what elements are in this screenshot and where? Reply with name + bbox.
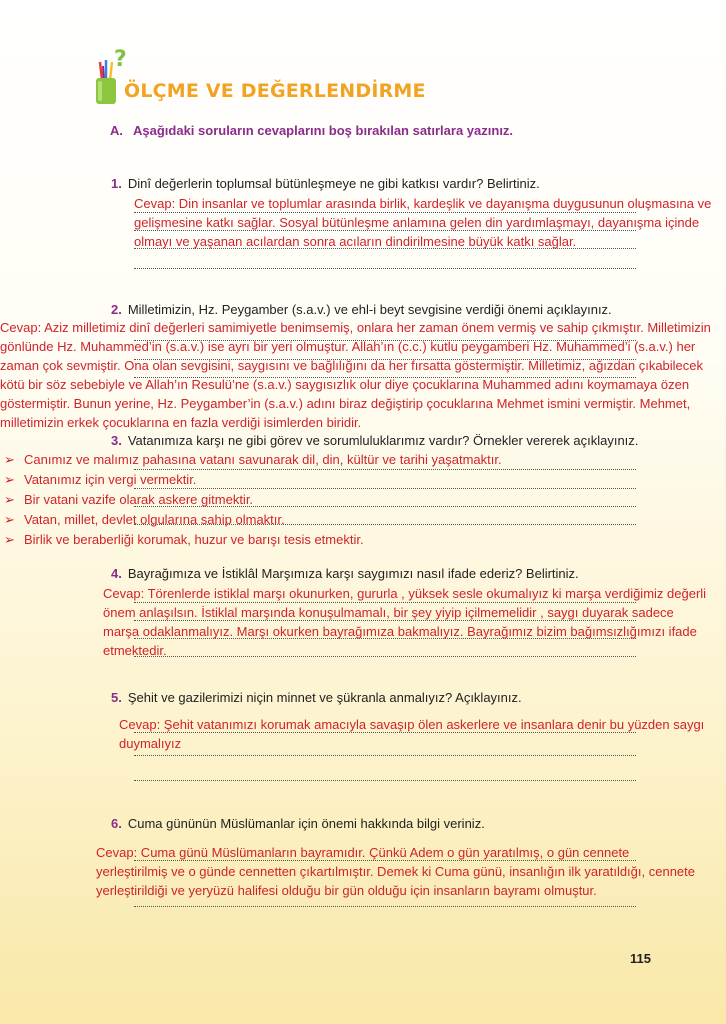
question-2 <box>111 302 612 317</box>
question-5 <box>111 690 522 705</box>
list-item-text: Vatan, millet, devlet olgularına sahip olmaktır. <box>24 512 285 527</box>
list-item <box>4 470 704 490</box>
question-number: 1. <box>111 176 122 191</box>
question-text: Bayrağımıza ve İstiklâl Marşımıza karşı saygımızı nasıl ifade ederiz? Belirtiniz. <box>127 566 579 581</box>
arrow-bullet-icon: ➢ <box>4 512 15 527</box>
question-number: 3. <box>111 433 122 448</box>
question-number: 6. <box>111 816 122 831</box>
answer-1: Cevap: Din insanlar ve toplumlar arasında birlik, kardeşlik ve dayanışma duygusunun oluşmasına ve gelişmesine katkı sağlar. Sosyal bütünleşme anlamına gelen din yardımlaşmayı, dayanışma içinde olmayı ve yaşanan acılardan sonra acıların dindirilmesine büyük katkı sağlar. <box>134 196 712 249</box>
question-4 <box>111 566 579 581</box>
page-number: 115 <box>630 951 651 966</box>
question-6 <box>111 816 485 831</box>
arrow-bullet-icon: ➢ <box>4 532 15 547</box>
list-item <box>4 510 704 530</box>
question-text: Şehit ve gazilerimizi niçin minnet ve şükranla anmalıyız? Açıklayınız. <box>127 690 522 705</box>
question-1 <box>111 176 540 191</box>
list-item <box>4 490 704 510</box>
question-text: Dinî değerlerin toplumsal bütünleşmeye ne gibi katkısı vardır? Belirtiniz. <box>127 176 540 191</box>
question-number: 5. <box>111 690 122 705</box>
arrow-bullet-icon: ➢ <box>4 452 15 467</box>
arrow-bullet-icon: ➢ <box>4 472 15 487</box>
answer-3-list <box>4 450 704 550</box>
question-text: Cuma gününün Müslümanlar için önemi hakkında bilgi veriniz. <box>127 816 485 831</box>
list-item-text: Birlik ve beraberliği korumak, huzur ve barışı tesis etmektir. <box>24 532 364 547</box>
list-item <box>4 530 704 550</box>
question-number: 4. <box>111 566 122 581</box>
instruction-letter: A. <box>110 123 123 138</box>
answer-2: Cevap: Aziz milletimiz dinî değerleri samimiyetle benimsemiş, onlara her zaman önem vermiş ve sahip çıkmıştır. Milletimizin gönlünde Hz. Muhammed’in (s.a.v.) ise ayrı bir yeri olmuştur. Allah’ın (c.c.) kutlu peygamberi Hz. Muhammed’i (s.a.v.) her zaman çok sevmiştir. Ona olan sevgisini, saygısını ve bağlılığını da her fırsatta göstermiştir. Milletimiz, ağızdan çıkabilecek kötü bir söz sebebiyle ve Allah’ın Resulü’ne (s.a.v.) saygısızlık olur diye çocuklarına Muhammed adını koymamaya özen göstermiştir. Bunun yerine, Hz. Peygamber’in (s.a.v.) adını biraz değiştirip çocuklarına Mehmet ismini vermiştir. Mehmet, milletimizin erkek çocuklarına en fazla verdiği isimlerden biridir. <box>0 320 711 430</box>
list-item-text: Canımız ve malımız pahasına vatanı savunarak dil, din, kültür ve tarihi yaşatmaktır. <box>24 452 502 467</box>
pencil-cup-logo-icon <box>94 47 127 106</box>
list-item <box>4 450 704 470</box>
list-item-text: Vatanımız için vergi vermektir. <box>24 472 197 487</box>
list-item-text: Bir vatani vazife olarak askere gitmektir. <box>24 492 254 507</box>
page-title: ÖLÇME VE DEĞERLENDİRME <box>124 80 426 102</box>
answer-5: Cevap: Şehit vatanımızı korumak amacıyla savaşıp ölen askerlere ve insanlara denir bu yüzden saygı duymalıyız <box>119 717 705 751</box>
question-text: Milletimizin, Hz. Peygamber (s.a.v.) ve ehl-i beyt sevgisine verdiği önemi açıklayınız. <box>127 302 612 317</box>
svg-text:?: ? <box>114 47 127 72</box>
instruction-text: Aşağıdaki soruların cevaplarını boş bırakılan satırlara yazınız. <box>133 123 514 138</box>
answer-4: Cevap: Törenlerde istiklal marşı okunurken, gururla , yüksek sesle okumalıyız ki marşa verdiğimiz değerli önem anlaşılsın. İstiklal marşında konuşulmamalı, bir şey yiyip içilmemelidir , saygı duyarak sadece marşa odaklanmalıyız. Marşı okurken bayrağımıza bakmalıyız. Bayrağımız bizim bağımsızlığımızı ifade etmektedir. <box>103 586 707 658</box>
answer-6: Cevap: Cuma günü Müslümanların bayramıdır. Çünkü Adem o gün yaratılmış, o gün cennete yerleştirilmiş ve o günde cennetten çıkartılmıştır. Demek ki Cuma günü, insanlığın ilk yaratıldığı, cennete yerleştirildiği ve yeryüzü halifesi olduğu bir gün olduğu için insanların bayramı olmuştur. <box>96 845 695 898</box>
question-3 <box>111 433 638 448</box>
question-text: Vatanımıza karşı ne gibi görev ve sorumluluklarımız vardır? Örnekler vererek açıklayınız. <box>127 433 639 448</box>
instruction <box>110 123 513 138</box>
question-number: 2. <box>111 302 122 317</box>
arrow-bullet-icon: ➢ <box>4 492 15 507</box>
